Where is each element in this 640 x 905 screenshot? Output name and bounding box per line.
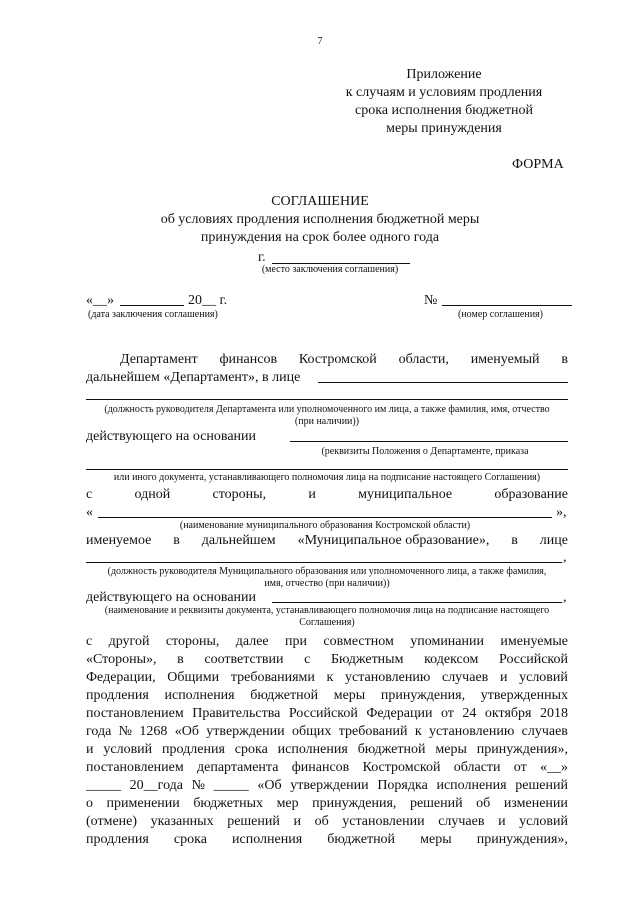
word: исполнения [436, 778, 507, 793]
appendix-line-2: к случаям и условиям продления [345, 85, 543, 100]
appendix-block [330, 66, 558, 138]
word: другой [108, 634, 150, 649]
body-paragraph [86, 633, 568, 849]
word: к [414, 724, 422, 739]
word: области, [398, 352, 449, 367]
word: продления [86, 688, 149, 703]
word: требованиями [230, 670, 315, 685]
word: лице [539, 533, 568, 548]
word: установлению [345, 670, 431, 685]
word: общих [292, 724, 332, 739]
word: области [453, 760, 501, 775]
word: Правительства [192, 706, 281, 721]
date-day-blank[interactable]: __ [93, 293, 107, 308]
appendix-line-3: срока исполнения бюджетной [355, 103, 533, 118]
form-label: ФОРМА [512, 157, 564, 172]
word: изменении [503, 796, 568, 811]
word: в [511, 533, 518, 548]
word: условий [103, 742, 153, 757]
word: № [118, 724, 133, 739]
word: Федерации [366, 706, 433, 721]
word: именуемый [470, 352, 540, 367]
word: об [314, 814, 329, 829]
body-line [86, 741, 568, 759]
word: о [86, 796, 93, 811]
word: дальнейшем [201, 533, 276, 548]
date-open-quote: « [86, 293, 93, 308]
word: утверждении [206, 724, 285, 739]
comma-2: , [563, 590, 567, 605]
word: соответствии [204, 652, 284, 667]
body-line [86, 633, 568, 651]
word: принуждения, [380, 688, 466, 703]
word: бюджетной [327, 832, 396, 847]
hint-municipality-basis: (наименование и реквизиты документа, устанавливающего полномочия лица на подписание настоящего [104, 605, 550, 616]
word: принуждения», [476, 832, 568, 847]
word: и [499, 670, 508, 685]
date-month-field[interactable] [120, 305, 184, 306]
word: решений [515, 778, 568, 793]
word: продления [162, 742, 225, 757]
agreement-number-field[interactable] [442, 305, 572, 306]
date-close-quote: » [107, 293, 114, 308]
word: утвержденных [480, 688, 568, 703]
municipality-basis-field[interactable] [272, 602, 562, 603]
word: 1268 [139, 724, 168, 739]
word: случаев [438, 814, 485, 829]
comma: , [563, 550, 567, 565]
word: об [476, 796, 491, 811]
basis2-label: действующего на основании [86, 590, 257, 605]
city-hint: (место заключения соглашения) [261, 264, 399, 275]
word: упоминании [410, 634, 484, 649]
word: Российской [499, 652, 568, 667]
word: Костромской [298, 352, 377, 367]
hint-municipality-representative: (должность руководителя Муниципального образования или уполномоченного лица, а также фамилия, [107, 566, 547, 577]
word: департамента [197, 760, 279, 775]
document-subtitle-1: об условиях продления исполнения бюджетной меры [160, 212, 480, 227]
word: условий [519, 814, 568, 829]
document-title: СОГЛАШЕНИЕ [271, 194, 369, 209]
word: с [86, 634, 93, 649]
para1-row1 [120, 351, 568, 369]
word: совместном [323, 634, 394, 649]
word: года [86, 724, 112, 739]
word: одной [134, 487, 171, 502]
body-line [86, 795, 568, 813]
word: к [326, 670, 334, 685]
word: меры [333, 688, 366, 703]
word: случаев [521, 724, 568, 739]
department-basis-field[interactable] [290, 441, 568, 442]
hint-basis-2: или иного документа, устанавливающего полномочия лица на подписание настоящего Соглашения) [113, 472, 541, 483]
number-sign: № [424, 293, 438, 308]
word: «Об [174, 724, 199, 739]
municipality-representative-field[interactable] [86, 562, 562, 563]
word: «Стороны», [86, 652, 157, 667]
department-representative-field[interactable] [318, 382, 568, 383]
department-position-field[interactable] [86, 399, 568, 400]
word: от [440, 706, 454, 721]
word: бюджетных [193, 796, 264, 811]
hint-municipality-representative-b: имя, отчество (при наличии)) [264, 578, 390, 589]
hint-department-position-b: (при наличии)) [294, 416, 360, 427]
word: образование [494, 487, 568, 502]
word: установлению [429, 724, 515, 739]
para1-row2: дальнейшем «Департамент», в лице [86, 370, 301, 385]
word: и [293, 814, 301, 829]
word: принуждения», [476, 742, 568, 757]
word: исполнения [232, 832, 303, 847]
word: «Муниципальное образование», [297, 533, 490, 548]
word: меры [420, 832, 452, 847]
para1-side-row [86, 486, 568, 504]
word: кодексом [424, 652, 479, 667]
body-line [86, 705, 568, 723]
word: стороны, [165, 634, 220, 649]
word: далее [235, 634, 269, 649]
date-year: 20__ г. [188, 293, 228, 308]
word: стороны, [212, 487, 267, 502]
word: продления [86, 832, 149, 847]
word: Бюджетным [330, 652, 404, 667]
word: требований [338, 724, 408, 739]
body-line [86, 759, 568, 777]
word: Российской [288, 706, 358, 721]
word: бюджетной [357, 742, 426, 757]
word: октября [484, 706, 532, 721]
word: 20__года [129, 778, 183, 793]
word: установлении [342, 814, 425, 829]
word: от [513, 760, 527, 775]
word: утверждении [290, 778, 369, 793]
word: Порядка [377, 778, 428, 793]
word: _____ [213, 778, 249, 793]
word: условий [519, 670, 568, 685]
word: решений [409, 796, 463, 811]
appendix-line-1: Приложение [406, 67, 482, 82]
date-row [86, 292, 114, 310]
word: № [191, 778, 206, 793]
appendix-line-4: меры принуждения [386, 121, 502, 136]
word: исполнения [277, 742, 348, 757]
word: Федерации, [86, 670, 156, 685]
word: постановлением [86, 706, 184, 721]
word: в [177, 652, 184, 667]
word: с [304, 652, 311, 667]
word: Департамент [120, 352, 198, 367]
basis-label: действующего на основании [86, 429, 257, 444]
word: меры [435, 742, 467, 757]
word: финансов [219, 352, 278, 367]
word: исполнения [164, 688, 235, 703]
date-hint: (дата заключения соглашения) [88, 309, 218, 320]
body-line [86, 723, 568, 741]
body-line [86, 777, 568, 795]
word: «Об [257, 778, 282, 793]
word: бюджетной [250, 688, 319, 703]
word: (отмене) [86, 814, 138, 829]
word: _____ [86, 778, 121, 793]
word: и [86, 742, 94, 757]
quote-close: », [556, 505, 567, 520]
department-basis-field-2[interactable] [86, 469, 568, 470]
page-number: 7 [317, 36, 323, 47]
word: финансов [291, 760, 350, 775]
quote-open: « [86, 505, 93, 520]
word: принуждения, [312, 796, 397, 811]
word: муниципальное [358, 487, 453, 502]
body-line [86, 669, 568, 687]
hint-municipality: (наименование муниципального образования Костромской области) [179, 520, 471, 531]
word: 24 [462, 706, 477, 721]
body-line [86, 651, 568, 669]
para1-named-row [86, 532, 568, 550]
number-hint: (номер соглашения) [458, 309, 543, 320]
hint-basis: (реквизиты Положения о Департаменте, приказа [321, 446, 529, 457]
body-line [86, 687, 568, 705]
word: мер [276, 796, 299, 811]
word: Костромской [362, 760, 441, 775]
word: и [308, 487, 316, 502]
municipality-name-field[interactable] [98, 517, 552, 518]
word: указанных [150, 814, 214, 829]
body-line [86, 813, 568, 831]
word: в [173, 533, 180, 548]
word: и [498, 814, 506, 829]
word: «__» [540, 760, 568, 775]
word: решений [227, 814, 280, 829]
word: применении [106, 796, 180, 811]
word: при [285, 634, 308, 649]
city-prefix: г. [258, 250, 266, 265]
word: Общими [167, 670, 220, 685]
word: постановлением [86, 760, 184, 775]
word: именуемое [86, 533, 152, 548]
word: с [86, 487, 93, 502]
hint-municipality-basis-b: Соглашения) [299, 617, 355, 628]
word: в [561, 352, 568, 367]
document-subtitle-2: принуждения на срок более одного года [200, 230, 440, 245]
word: срока [234, 742, 268, 757]
word: именуемые [500, 634, 568, 649]
body-line [86, 831, 568, 849]
hint-department-position: (должность руководителя Департамента или уполномоченного им лица, а также фамилия, имя, отчество [104, 404, 550, 415]
word: случаев [441, 670, 489, 685]
word: 2018 [539, 706, 568, 721]
word: срока [173, 832, 207, 847]
